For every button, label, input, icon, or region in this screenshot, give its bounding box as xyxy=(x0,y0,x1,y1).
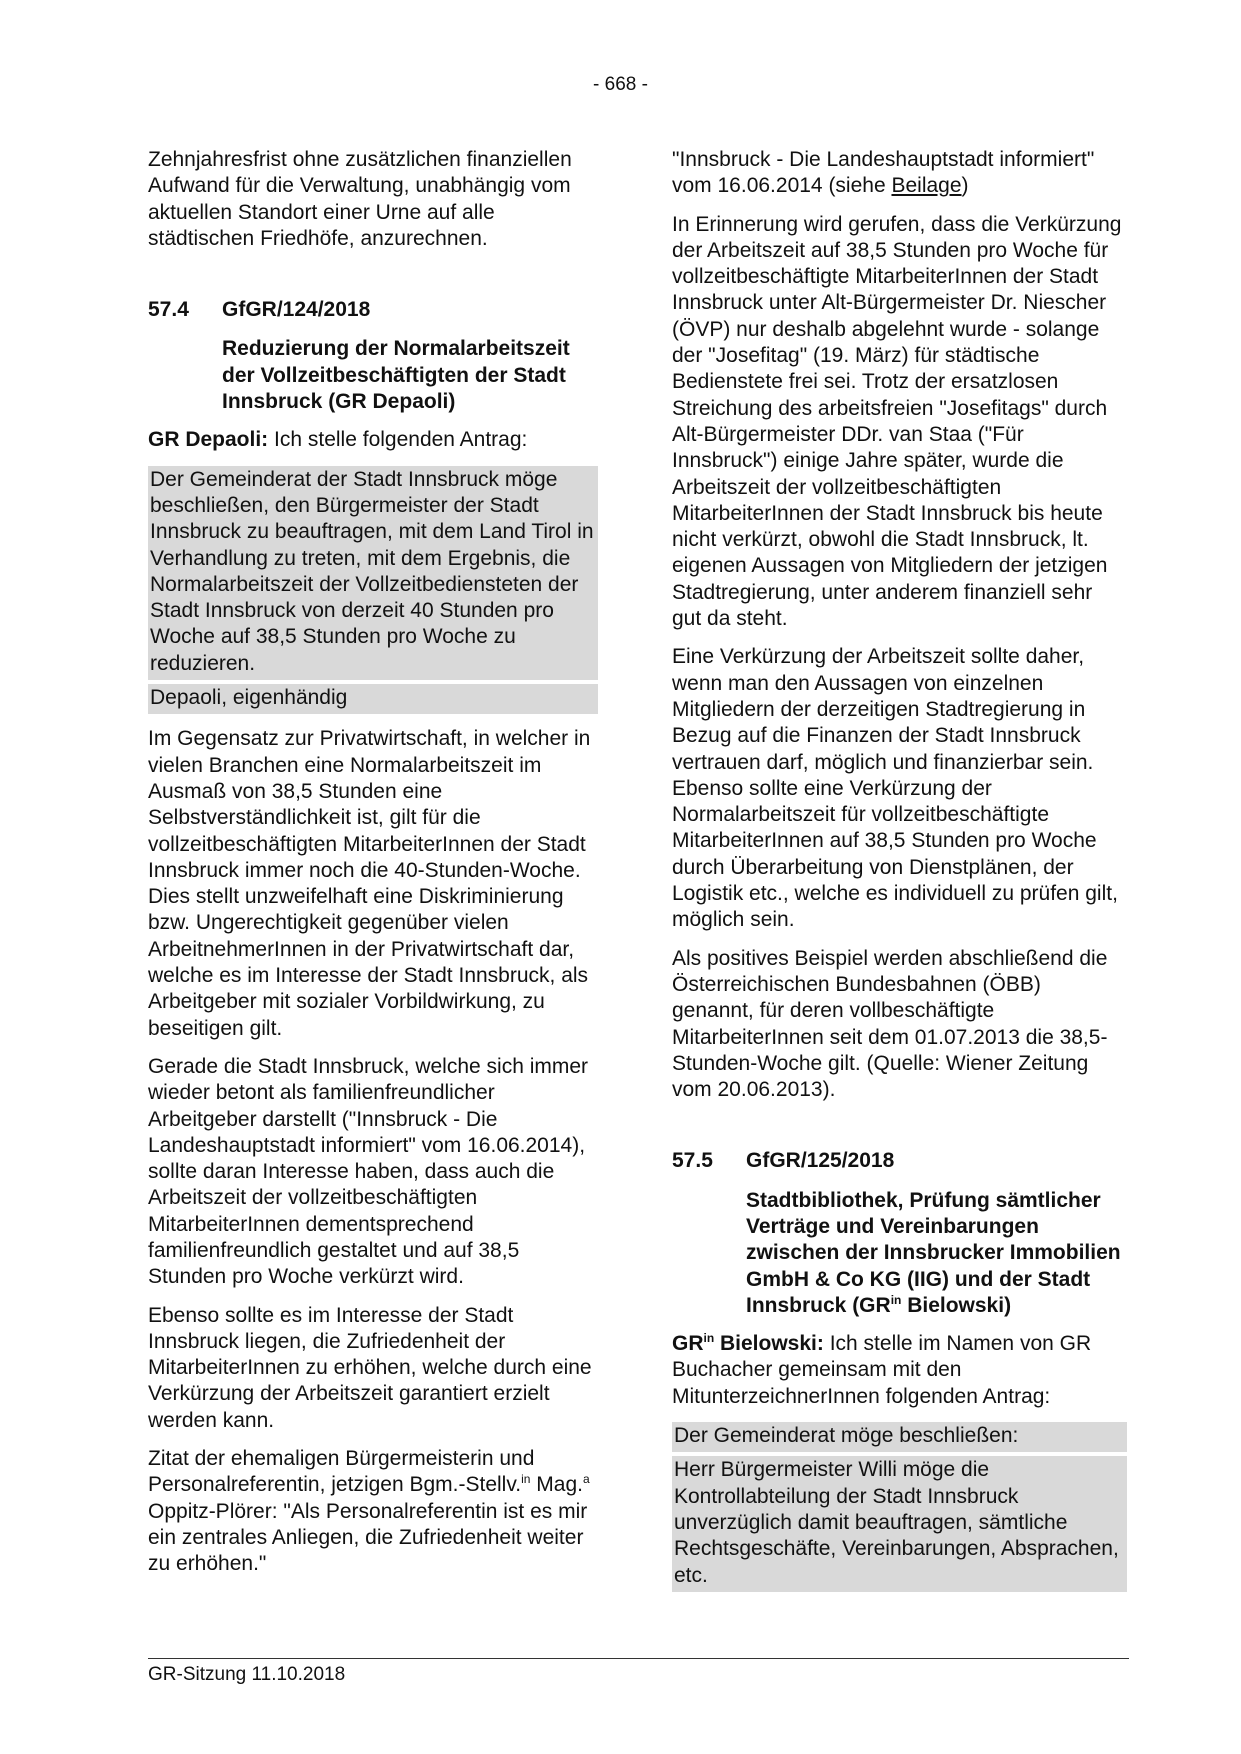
section-number: 57.5 xyxy=(672,1149,713,1173)
body-paragraph: Als positives Beispiel werden abschließend die Österreichischen Bundesbahnen (ÖBB) genannt, für deren vollbeschäftigte MitarbeiterInnen seit dem 01.07.2013 die 38,5-Stunden-Woche gilt. (Quelle: Wiener Zeitung vom 20.06.2013). xyxy=(672,946,1108,1102)
quote-source: "Innsbruck - Die Landeshauptstadt informiert" vom 16.06.2014 (siehe Beilage) xyxy=(672,148,1095,198)
motion-box: Der Gemeinderat der Stadt Innsbruck möge beschließen, den Bürgermeister der Stadt Innsbruck zu beauftragen, mit dem Land Tirol in Verhandlung zu treten, mit dem Ergebnis, die Normalarbeitszeit der Vollzeitbediensteten der Stadt Innsbruck von derzeit 40 Stunden pro Woche auf 38,5 Stunden pro Woche zu reduzieren. xyxy=(148,466,598,680)
page-number: - 668 - xyxy=(593,74,648,95)
speaker-name: $GR^{in}$ Bielowski: xyxy=(672,1331,824,1356)
section-57-5-heading xyxy=(672,1148,1127,1174)
body-paragraph: Gerade die Stadt Innsbruck, welche sich immer wieder betont als familienfreundlicher Arbeitgeber darstellt ("Innsbruck - Die Landeshauptstadt informiert" vom 16.06.2014), sollte daran Interesse haben, dass auch die Arbeitszeit der vollzeitbeschäftigten MitarbeiterInnen dementsprechend familienfreundlich gestaltet und auf 38,5 Stunden pro Woche verkürzt wird. xyxy=(148,1054,589,1289)
speaker-text: Ich stelle folgenden Antrag: xyxy=(268,428,528,452)
speaker-name: GR Depaoli: xyxy=(148,428,269,452)
footer-session-date: GR-Sitzung 11.10.2018 xyxy=(148,1664,346,1685)
body-paragraph: Eine Verkürzung der Arbeitszeit sollte daher, wenn man den Aussagen von einzelnen Mitgliedern der derzeitigen Stadtregierung in Bezug auf die Finanzen der Stadt Innsbruck vertrauen darf, möglich und finanzierbar sein. Ebenso sollte eine Verkürzung der Normalarbeitszeit für vollzeitbeschäftigte MitarbeiterInnen auf 38,5 Stunden pro Woche durch Überarbeitung von Dienstplänen, der Logistik etc., welche es individuell zu prüfen gilt, möglich sein. xyxy=(672,645,1118,932)
speaker-line xyxy=(148,427,598,453)
body-paragraph: Im Gegensatz zur Privatwirtschaft, in welcher in vielen Branchen eine Normalarbeitszeit im Ausmaß von 38,5 Stunden eine Selbstverständlichkeit ist, gilt für die vollzeitbeschäftigten MitarbeiterInnen der Stadt Innsbruck immer noch die 40-Stunden-Woche. Dies stellt unzweifelhaft eine Diskriminierung bzw. Ungerechtigkeit gegenüber vielen ArbeitnehmerInnen in der Privatwirtschaft dar, welche es im Interesse der Stadt Innsbruck, als Arbeitgeber mit sozialer Vorbildwirkung, zu beseitigen gilt. xyxy=(148,727,591,1040)
section-code: GfGR/125/2018 xyxy=(746,1149,895,1173)
quote-paragraph: Zitat der ehemaligen Bürgermeisterin und Personalreferentin, jetzigen Bgm.-Stellv.$^{in}$ Mag.$^a$ Oppitz-Plörer: "Als Personalreferentin ist es mir ein zentrales Anliegen, die Zufriedenheit weiter zu erhöhen." xyxy=(148,1447,590,1576)
section-57-4-heading xyxy=(148,297,598,323)
speaker-text: Ich stelle im Namen von GR Buchacher gemeinsam mit den MitunterzeichnerInnen folgenden Antrag: xyxy=(672,1332,1092,1408)
body-paragraph: Ebenso sollte es im Interesse der Stadt Innsbruck liegen, die Zufriedenheit der MitarbeiterInnen zu erhöhen, welche durch eine Verkürzung der Arbeitszeit garantiert erzielt werden kann. xyxy=(148,1303,592,1432)
footer-divider xyxy=(148,1658,1129,1659)
speaker-line xyxy=(672,1331,1127,1410)
motion-heading-box: Der Gemeinderat möge beschließen: xyxy=(672,1422,1127,1452)
section-title: Reduzierung der Normalarbeitszeit der Vollzeitbeschäftigten der Stadt Innsbruck (GR Depaoli) xyxy=(222,337,570,414)
intro-paragraph: Zehnjahresfrist ohne zusätzlichen finanziellen Aufwand für die Verwaltung, unabhängig vom aktuellen Standort einer Urne auf alle städtischen Friedhöfe, anzurechnen. xyxy=(148,148,572,250)
left-column xyxy=(148,147,598,1590)
motion-box: Herr Bürgermeister Willi möge die Kontrollabteilung der Stadt Innsbruck unverzüglich damit beauftragen, sämtliche Rechtsgeschäfte, Vereinbarungen, Absprachen, etc. xyxy=(672,1452,1127,1591)
motion-signature: Depaoli, eigenhändig xyxy=(148,680,598,714)
body-paragraph: In Erinnerung wird gerufen, dass die Verkürzung der Arbeitszeit auf 38,5 Stunden pro Woche für vollzeitbeschäftigte MitarbeiterInnen der Stadt Innsbruck unter Alt-Bürgermeister Dr. Niescher (ÖVP) nur deshalb abgelehnt wurde - solange der "Josefitag" (19. März) für städtische Bedienstete frei sei. Trotz der ersatzlosen Streichung des arbeitsfreien "Josefitags" durch Alt-Bürgermeister DDr. van Staa ("Für Innsbruck") einige Jahre später, wurde die Arbeitszeit der vollzeitbeschäftigten MitarbeiterInnen der Stadt Innsbruck bis heute nicht verkürzt, obwohl die Stadt Innsbruck, lt. eigenen Aussagen von Mitgliedern der jetzigen Stadtregierung, unter anderem finanziell sehr gut da steht. xyxy=(672,212,1122,631)
attachment-link[interactable]: Beilage xyxy=(891,174,962,198)
right-column xyxy=(672,147,1127,1604)
section-code: GfGR/124/2018 xyxy=(222,298,371,322)
section-title: Stadtbibliothek, Prüfung sämtlicher Verträge und Vereinbarungen zwischen der Innsbrucker Immobilien GmbH & Co KG (IIG) und der Stadt Innsbruck ($GR^{in}$ Bielowski) xyxy=(746,1188,1121,1317)
section-number: 57.4 xyxy=(148,298,189,322)
